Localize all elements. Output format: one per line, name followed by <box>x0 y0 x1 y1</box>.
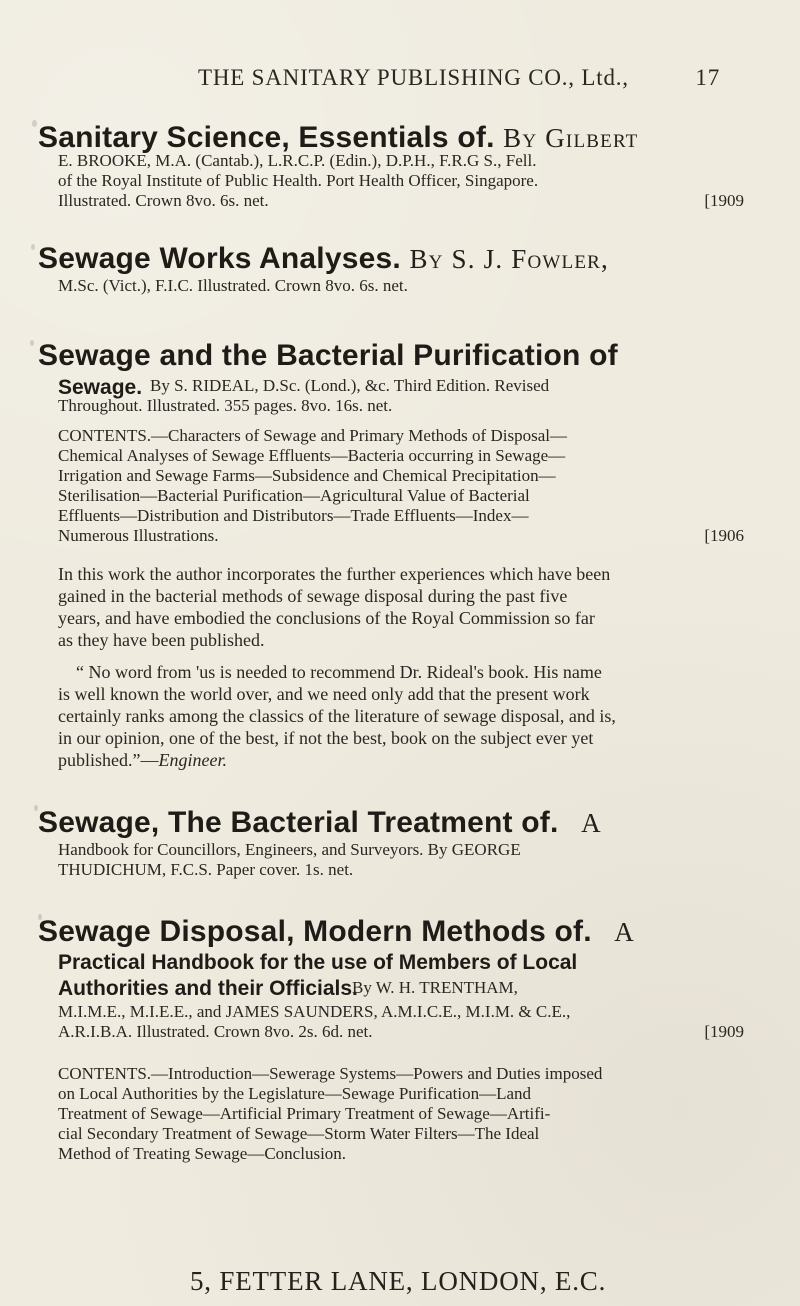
entry-details-bacterial-purification <box>150 376 758 396</box>
entry-author-intro: By Gilbert <box>503 123 639 153</box>
publication-year: [1909 <box>704 1022 744 1041</box>
contents-line: on Local Authorities by the Legislature—Sewage Purification—Land <box>58 1084 532 1103</box>
paper-speck <box>31 244 35 250</box>
entry-title-sewage-works-analyses <box>38 244 609 274</box>
entry-line: By S. RIDEAL, D.Sc. (Lond.), &c. Third Edition. Revised <box>150 376 550 395</box>
publication-year: [1906 <box>704 526 744 545</box>
contents-line: cial Secondary Treatment of Sewage—Storm Water Filters—The Ideal <box>58 1124 540 1143</box>
entry-title-text: Sewage Disposal, Modern Methods of. <box>38 915 592 948</box>
contents-line: Numerous Illustrations. <box>58 526 219 545</box>
entry-title-bacterial-purification <box>38 341 618 371</box>
entry-details-bacterial-purification-continued <box>58 396 758 416</box>
entry-title-text: Sewage and the Bacterial Purification of <box>38 339 618 372</box>
contents-line: Sterilisation—Bacterial Purification—Agricultural Value of Bacterial <box>58 486 530 505</box>
paper-speck <box>34 805 38 811</box>
entry-title-text: Sewage Works Analyses. <box>38 242 401 275</box>
running-title: THE SANITARY PUBLISHING CO., Ltd., <box>198 65 629 90</box>
entry-line: THUDICHUM, F.C.S. Paper cover. 1s. net. <box>58 860 354 879</box>
running-head <box>58 65 720 93</box>
entry-title-bacterial-treatment <box>38 808 601 838</box>
contents-line: Irrigation and Sewage Farms—Subsidence and Chemical Precipitation— <box>58 466 556 485</box>
entry-author-line <box>352 978 758 998</box>
contents-line: Chemical Analyses of Sewage Effluents—Bacteria occurring in Sewage— <box>58 446 566 465</box>
entry-line: Handbook for Councillors, Engineers, and Surveyors. By GEORGE <box>58 840 521 859</box>
entry-details-sewage-disposal <box>58 1002 758 1042</box>
entry-contents-bacterial-purification <box>58 426 758 546</box>
notice-line: In this work the author incorporates the further experiences which have been <box>58 564 611 584</box>
entry-line: Illustrated. Crown 8vo. 6s. net. <box>58 191 269 210</box>
entry-line: A.R.I.B.A. Illustrated. Crown 8vo. 2s. 6d. net. <box>58 1022 373 1041</box>
entry-line: M.Sc. (Vict.), F.I.C. Illustrated. Crown 8vo. 6s. net. <box>58 276 408 295</box>
paper-speck <box>38 914 42 920</box>
notice-line: gained in the bacterial methods of sewage disposal during the past five <box>58 586 568 606</box>
page-number: 17 <box>695 65 720 90</box>
entry-title-end: A <box>614 917 635 947</box>
publication-year: [1909 <box>704 191 744 210</box>
quote-last-text: published.”— <box>58 750 159 770</box>
entry-subtitle-sewage: Sewage. <box>58 376 143 399</box>
entry-details-sanitary-science <box>58 151 758 211</box>
quote-line: is well known the world over, and we need only add that the present work <box>58 684 590 704</box>
publisher-address: 5, FETTER LANE, LONDON, E.C. <box>190 1266 607 1296</box>
quote-line-final <box>58 749 766 771</box>
entry-contents-sewage-disposal <box>58 1064 758 1164</box>
quote-line: “ No word from 'us is needed to recommend Dr. Rideal's book. His name <box>76 662 602 682</box>
contents-line: Effluents—Distribution and Distributors—Trade Effluents—Index— <box>58 506 529 525</box>
entry-notice-bacterial-purification <box>58 563 766 651</box>
entry-author-intro: By S. J. Fowler, <box>409 244 609 274</box>
quote-line: certainly ranks among the classics of the literature of sewage disposal, and is, <box>58 706 616 726</box>
entry-quote-bacterial-purification <box>58 661 766 771</box>
notice-line: as they have been published. <box>58 630 265 650</box>
entry-subtitle-line: Practical Handbook for the use of Members of Local <box>58 951 578 974</box>
entry-title-sewage-disposal <box>38 917 634 947</box>
entry-title-sanitary-science <box>38 123 638 153</box>
contents-line: Method of Treating Sewage—Conclusion. <box>58 1144 347 1163</box>
entry-title-text: Sewage, The Bacterial Treatment of. <box>38 806 559 839</box>
paper-speck <box>30 340 34 346</box>
contents-line: CONTENTS.—Introduction—Sewerage Systems—Powers and Duties imposed <box>58 1064 603 1083</box>
entry-title-text: Sanitary Science, Essentials of. <box>38 121 495 154</box>
entry-line: of the Royal Institute of Public Health. Port Health Officer, Singapore. <box>58 171 539 190</box>
quote-source: Engineer. <box>158 750 227 770</box>
contents-line: CONTENTS.—Characters of Sewage and Primary Methods of Disposal— <box>58 426 567 445</box>
entry-line: M.I.M.E., M.I.E.E., and JAMES SAUNDERS, A.M.I.C.E., M.I.M. & C.E., <box>58 1002 571 1021</box>
entry-details-bacterial-treatment <box>58 840 758 880</box>
entry-title-end: A <box>581 808 601 838</box>
paper-speck <box>32 120 37 127</box>
author-line: By W. H. TRENTHAM, <box>352 978 518 997</box>
entry-details-sewage-works-analyses <box>58 276 758 296</box>
entry-line: Throughout. Illustrated. 355 pages. 8vo. 16s. net. <box>58 396 393 415</box>
entry-line: E. BROOKE, M.A. (Cantab.), L.R.C.P. (Edin.), D.P.H., F.R.G S., Fell. <box>58 151 537 170</box>
entry-subtitle-line: Authorities and their Officials. <box>58 977 358 1000</box>
notice-line: years, and have embodied the conclusions of the Royal Commission so far <box>58 608 595 628</box>
contents-line: Treatment of Sewage—Artificial Primary Treatment of Sewage—Artifi- <box>58 1104 551 1123</box>
quote-line: in our opinion, one of the best, if not the best, book on the subject ever yet <box>58 728 594 748</box>
